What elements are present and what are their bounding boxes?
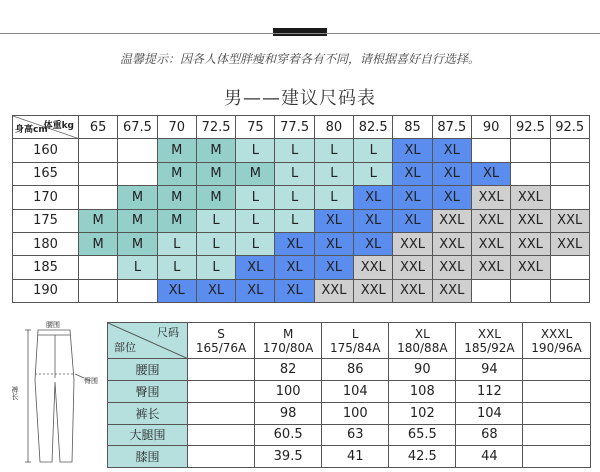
hip-label: 臀围 <box>84 377 98 385</box>
size-spec: 175/84A <box>330 340 381 355</box>
size-cell: L <box>354 139 393 162</box>
weight-header-cell: 85 <box>393 116 432 139</box>
size-cell: XXL <box>511 232 550 255</box>
measurement-value-cell <box>523 424 590 446</box>
size-cell: L <box>236 139 275 162</box>
height-header-cell: 190 <box>13 279 79 302</box>
size-cell: XXL <box>432 256 471 279</box>
size-cell: L <box>354 162 393 185</box>
size-spec: 170/80A <box>262 340 314 355</box>
size-cell: L <box>236 232 275 255</box>
size-cell: L <box>275 162 314 185</box>
size-cell: M <box>157 139 196 162</box>
measurement-value-cell <box>188 402 255 424</box>
size-table-corner <box>13 116 79 139</box>
measurement-row <box>108 359 591 381</box>
size-cell: XL <box>354 209 393 232</box>
size-cell: L <box>118 256 157 279</box>
size-cell: M <box>196 139 235 162</box>
measurement-value-cell <box>188 446 255 468</box>
size-cell: M <box>157 186 196 209</box>
height-axis-label: 身高cm <box>15 125 48 136</box>
length-label: 裤长 <box>11 386 19 400</box>
measurement-row <box>108 402 591 424</box>
size-recommendation-table <box>12 115 590 303</box>
size-cell <box>79 279 118 302</box>
size-name: XXXL <box>540 326 573 341</box>
measurement-header-row <box>108 323 591 359</box>
size-cell: M <box>196 162 235 185</box>
size-cell: M <box>118 232 157 255</box>
size-cell <box>511 139 550 162</box>
size-cell: XXL <box>511 209 550 232</box>
size-cell: XL <box>275 232 314 255</box>
size-cell: M <box>157 162 196 185</box>
size-cell: XL <box>236 256 275 279</box>
size-cell: XL <box>196 279 235 302</box>
size-cell: L <box>157 256 196 279</box>
size-cell: XXL <box>393 232 432 255</box>
size-table-row <box>13 162 590 185</box>
height-header-cell: 165 <box>13 162 79 185</box>
size-header-cell <box>389 323 456 359</box>
measurement-value-cell: 108 <box>389 381 456 403</box>
height-header-cell: 180 <box>13 232 79 255</box>
size-cell: L <box>314 162 353 185</box>
measurement-value-cell: 63 <box>322 424 389 446</box>
measurement-value-cell: 100 <box>322 402 389 424</box>
size-cell: XXL <box>471 232 510 255</box>
weight-header-cell: 77.5 <box>275 116 314 139</box>
size-spec: 190/96A <box>531 340 582 355</box>
measurement-value-cell <box>523 402 590 424</box>
size-table-row <box>13 209 590 232</box>
weight-header-cell: 80 <box>314 116 353 139</box>
size-cell: XXL <box>314 279 353 302</box>
size-cell <box>550 256 589 279</box>
measurement-value-cell <box>188 381 255 403</box>
size-cell: XXL <box>471 209 510 232</box>
pants-outline-icon <box>8 318 103 468</box>
size-cell: XL <box>275 279 314 302</box>
size-cell: XL <box>354 186 393 209</box>
weight-header-cell: 90 <box>471 116 510 139</box>
size-header-cell <box>255 323 322 359</box>
size-cell <box>550 162 589 185</box>
size-cell: XXL <box>550 209 589 232</box>
size-name: M <box>282 326 294 341</box>
size-cell <box>118 162 157 185</box>
header-divider <box>0 33 600 34</box>
part-axis-label: 部位 <box>114 341 136 355</box>
size-header-cell <box>322 323 389 359</box>
size-cell: XL <box>314 209 353 232</box>
body-part-cell: 大腿围 <box>108 424 188 446</box>
size-cell: XL <box>157 279 196 302</box>
size-header-cell <box>188 323 255 359</box>
measurement-value-cell: 102 <box>389 402 456 424</box>
size-cell <box>511 279 550 302</box>
size-table-row <box>13 279 590 302</box>
size-cell: XXL <box>550 232 589 255</box>
size-cell: XXL <box>432 209 471 232</box>
size-name: XXL <box>477 326 501 341</box>
measurement-table-corner <box>108 323 188 359</box>
weight-header-cell: 82.5 <box>354 116 393 139</box>
size-cell: L <box>196 256 235 279</box>
size-header-cell <box>523 323 590 359</box>
measurement-row <box>108 446 591 468</box>
weight-header-cell: 87.5 <box>432 116 471 139</box>
height-header-cell: 185 <box>13 256 79 279</box>
size-cell: XXL <box>511 256 550 279</box>
size-cell <box>118 279 157 302</box>
size-cell: XL <box>432 139 471 162</box>
size-cell: L <box>196 209 235 232</box>
measurement-row <box>108 381 591 403</box>
size-name: XL <box>414 326 430 341</box>
measurement-value-cell: 42.5 <box>389 446 456 468</box>
size-cell: XL <box>471 162 510 185</box>
size-cell <box>79 186 118 209</box>
measurement-value-cell <box>523 359 590 381</box>
measurement-value-cell: 41 <box>322 446 389 468</box>
weight-header-cell: 92.5 <box>511 116 550 139</box>
body-part-cell: 膝围 <box>108 446 188 468</box>
weight-header-cell: 72.5 <box>196 116 235 139</box>
size-cell: L <box>196 232 235 255</box>
size-cell: M <box>196 186 235 209</box>
size-cell: XXL <box>432 279 471 302</box>
height-header-cell: 175 <box>13 209 79 232</box>
size-cell: XL <box>314 256 353 279</box>
measurement-value-cell: 104 <box>456 402 523 424</box>
measurement-value-cell: 86 <box>322 359 389 381</box>
size-cell: XXL <box>393 256 432 279</box>
size-table-header-row <box>13 116 590 139</box>
size-cell: XL <box>393 186 432 209</box>
size-cell: L <box>314 186 353 209</box>
size-cell <box>79 256 118 279</box>
size-cell <box>550 139 589 162</box>
weight-axis-label: 体重kg <box>43 121 74 131</box>
body-part-cell: 裤长 <box>108 402 188 424</box>
size-cell <box>511 162 550 185</box>
size-cell <box>471 279 510 302</box>
size-cell: XL <box>432 162 471 185</box>
size-axis-label: 尺码 <box>157 326 179 339</box>
size-cell: XXL <box>471 186 510 209</box>
size-cell: XXL <box>432 232 471 255</box>
measurement-row <box>108 424 591 446</box>
measurement-value-cell <box>188 424 255 446</box>
size-cell: XL <box>354 232 393 255</box>
size-cell: XL <box>275 256 314 279</box>
size-cell: XL <box>432 186 471 209</box>
weight-header-cell: 92.5 <box>550 116 589 139</box>
measurement-value-cell: 112 <box>456 381 523 403</box>
measurement-value-cell <box>523 381 590 403</box>
pants-measurement-figure <box>8 318 103 468</box>
size-cell: L <box>236 209 275 232</box>
size-cell: XXL <box>511 186 550 209</box>
size-cell: XXL <box>354 279 393 302</box>
size-cell <box>79 139 118 162</box>
measurement-value-cell: 68 <box>456 424 523 446</box>
size-name: S <box>217 326 225 341</box>
measurement-value-cell: 39.5 <box>255 446 322 468</box>
size-cell: M <box>236 162 275 185</box>
size-cell: M <box>118 209 157 232</box>
size-cell: L <box>275 209 314 232</box>
weight-header-cell: 70 <box>157 116 196 139</box>
body-part-cell: 腰围 <box>108 359 188 381</box>
measurement-value-cell: 82 <box>255 359 322 381</box>
size-cell: M <box>79 209 118 232</box>
tip-text: 温馨提示：因各人体型胖瘦和穿着各有不同，请根据喜好自行选择。 <box>119 52 480 66</box>
size-cell: L <box>275 139 314 162</box>
measurement-value-cell <box>523 446 590 468</box>
size-cell <box>118 139 157 162</box>
measurement-value-cell: 104 <box>322 381 389 403</box>
weight-header-cell: 65 <box>79 116 118 139</box>
size-cell <box>550 186 589 209</box>
measurement-value-cell: 94 <box>456 359 523 381</box>
size-table-row <box>13 256 590 279</box>
height-header-cell: 160 <box>13 139 79 162</box>
size-cell: XL <box>393 162 432 185</box>
size-cell: XXL <box>471 256 510 279</box>
size-cell: XXL <box>354 256 393 279</box>
page-title: 男——建议尺码表 <box>224 88 376 109</box>
size-cell: L <box>275 186 314 209</box>
size-cell: L <box>157 232 196 255</box>
size-cell: XL <box>236 279 275 302</box>
size-name: L <box>351 326 359 341</box>
size-cell <box>471 139 510 162</box>
measurement-value-cell: 98 <box>255 402 322 424</box>
header-accent-bar <box>273 28 327 36</box>
size-spec: 165/76A <box>195 340 247 355</box>
weight-header-cell: 67.5 <box>118 116 157 139</box>
weight-header-cell: 75 <box>236 116 275 139</box>
size-cell: XL <box>393 139 432 162</box>
measurement-value-cell: 60.5 <box>255 424 322 446</box>
measurement-value-cell: 44 <box>456 446 523 468</box>
measurement-value-cell: 100 <box>255 381 322 403</box>
size-spec: 185/92A <box>464 340 515 355</box>
size-cell: L <box>314 139 353 162</box>
size-table-row <box>13 186 590 209</box>
size-cell: XL <box>314 232 353 255</box>
size-cell: M <box>118 186 157 209</box>
measurement-value-cell: 90 <box>389 359 456 381</box>
size-cell: M <box>79 232 118 255</box>
size-table-row <box>13 232 590 255</box>
size-cell: XL <box>393 209 432 232</box>
body-part-cell: 臀围 <box>108 381 188 403</box>
height-header-cell: 170 <box>13 186 79 209</box>
size-cell: M <box>157 209 196 232</box>
size-cell <box>550 279 589 302</box>
size-cell <box>79 162 118 185</box>
size-spec: 180/88A <box>397 340 448 355</box>
size-header-cell <box>456 323 523 359</box>
measurement-value-cell: 65.5 <box>389 424 456 446</box>
size-cell: XXL <box>393 279 432 302</box>
size-cell: L <box>236 186 275 209</box>
measurement-value-cell <box>188 359 255 381</box>
size-table-row <box>13 139 590 162</box>
measurement-table <box>107 322 591 468</box>
waist-label: 腰围 <box>46 321 60 329</box>
